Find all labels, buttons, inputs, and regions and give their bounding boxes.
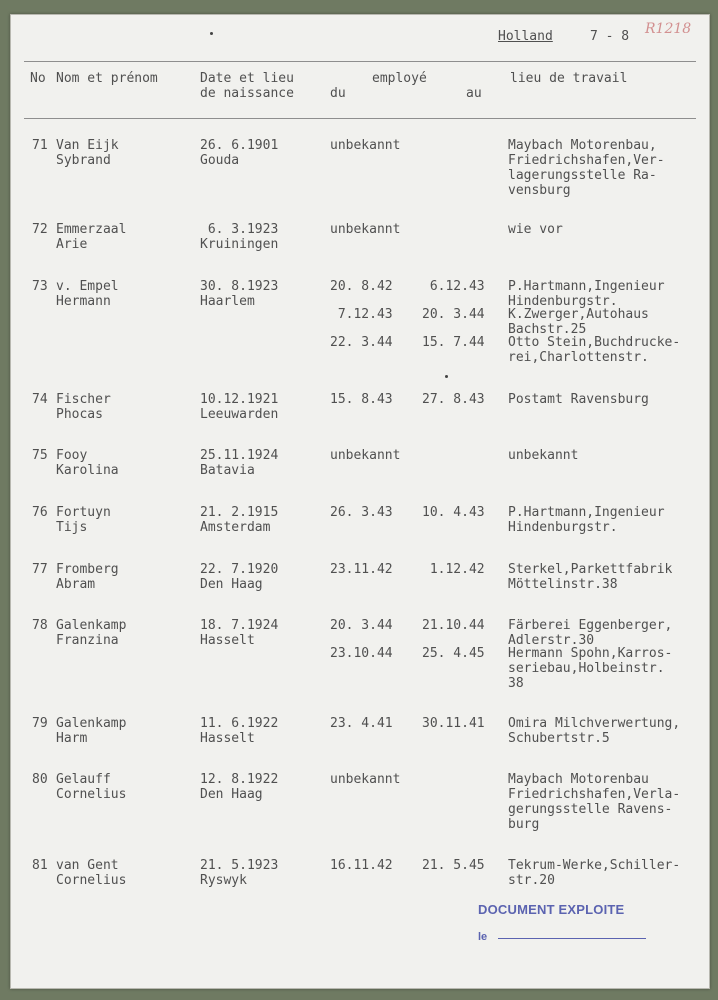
- employed-from: 23.10.44: [330, 646, 393, 661]
- period-workplace: K.Zwerger,Autohaus Bachstr.25: [508, 307, 649, 337]
- person-name: Emmerzaal Arie: [56, 222, 127, 252]
- period-workplace: P.Hartmann,Ingenieur Hindenburgstr.: [508, 279, 665, 309]
- period-workplace: Sterkel,Parkettfabrik Möttelinstr.38: [508, 562, 673, 592]
- employment-note: unbekannt: [330, 222, 401, 237]
- employed-until: 21. 5.45: [422, 858, 485, 873]
- row-number: 81: [32, 858, 48, 873]
- employed-until: 20. 3.44: [422, 307, 485, 322]
- birth-date-place: 10.12.1921 Leeuwarden: [200, 392, 279, 422]
- employment-note: unbekannt: [330, 448, 401, 463]
- employed-until: 15. 7.44: [422, 335, 485, 350]
- birth-date-place: 22. 7.1920 Den Haag: [200, 562, 279, 592]
- column-header-name: Nom et prénom: [56, 71, 158, 86]
- workplace: Maybach Motorenbau, Friedrichshafen,Ver- lagerungsstelle Ra- vensburg: [508, 138, 665, 198]
- employed-until: 10. 4.43: [422, 505, 485, 520]
- period-workplace: Färberei Eggenberger, Adlerstr.30: [508, 618, 673, 648]
- employed-from: 23. 4.41: [330, 716, 393, 731]
- period-workplace: Postamt Ravensburg: [508, 392, 649, 407]
- entries-table: [10, 14, 710, 989]
- person-name: Fortuyn Tijs: [56, 505, 111, 535]
- column-header-employed: employé: [372, 71, 427, 86]
- birth-date-place: 6. 3.1923 Kruiningen: [200, 222, 279, 252]
- column-header-birth: Date et lieu de naissance: [200, 71, 294, 101]
- employed-until: 6.12.43: [422, 279, 485, 294]
- column-header-workplace: lieu de travail: [510, 71, 628, 86]
- workplace: Maybach Motorenbau Friedrichshafen,Verla- gerungsstelle Ravens- burg: [508, 772, 681, 832]
- stamp-signature-line: [498, 938, 646, 939]
- employment-note: unbekannt: [330, 138, 401, 153]
- row-number: 71: [32, 138, 48, 153]
- column-header-no: No: [30, 71, 46, 86]
- employed-until: 27. 8.43: [422, 392, 485, 407]
- employed-from: 16.11.42: [330, 858, 393, 873]
- birth-date-place: 30. 8.1923 Haarlem: [200, 279, 279, 309]
- birth-date-place: 11. 6.1922 Hasselt: [200, 716, 279, 746]
- period-workplace: Hermann Spohn,Karros- seriebau,Holbeinstr. 38: [508, 646, 673, 691]
- document-exploite-stamp: DOCUMENT EXPLOITE: [478, 902, 625, 917]
- employed-from: 22. 3.44: [330, 335, 393, 350]
- employed-until: 1.12.42: [422, 562, 485, 577]
- employed-from: 26. 3.43: [330, 505, 393, 520]
- document-page: [10, 14, 710, 989]
- person-name: v. Empel Hermann: [56, 279, 119, 309]
- employed-until: 25. 4.45: [422, 646, 485, 661]
- period-workplace: Omira Milchverwertung, Schubertstr.5: [508, 716, 681, 746]
- birth-date-place: 26. 6.1901 Gouda: [200, 138, 279, 168]
- employed-from: 7.12.43: [330, 307, 393, 322]
- row-number: 74: [32, 392, 48, 407]
- birth-date-place: 21. 2.1915 Amsterdam: [200, 505, 279, 535]
- column-header-du: du: [330, 86, 346, 101]
- birth-date-place: 21. 5.1923 Ryswyk: [200, 858, 279, 888]
- birth-date-place: 18. 7.1924 Hasselt: [200, 618, 279, 648]
- person-name: Van Eijk Sybrand: [56, 138, 119, 168]
- workplace: unbekannt: [508, 448, 579, 463]
- period-workplace: Tekrum-Werke,Schiller- str.20: [508, 858, 681, 888]
- employed-until: 30.11.41: [422, 716, 485, 731]
- employment-note: unbekannt: [330, 772, 401, 787]
- sheet-number: 7 - 8: [590, 29, 630, 44]
- person-name: van Gent Cornelius: [56, 858, 127, 888]
- workplace: wie vor: [508, 222, 563, 237]
- stamp-mark: le: [478, 931, 488, 943]
- row-number: 75: [32, 448, 48, 463]
- person-name: Gelauff Cornelius: [56, 772, 127, 802]
- period-workplace: P.Hartmann,Ingenieur Hindenburgstr.: [508, 505, 665, 535]
- row-number: 77: [32, 562, 48, 577]
- row-number: 76: [32, 505, 48, 520]
- person-name: Galenkamp Harm: [56, 716, 127, 746]
- employed-until: 21.10.44: [422, 618, 485, 633]
- birth-date-place: 25.11.1924 Batavia: [200, 448, 279, 478]
- row-number: 73: [32, 279, 48, 294]
- person-name: Fooy Karolina: [56, 448, 119, 478]
- employed-from: 20. 8.42: [330, 279, 393, 294]
- column-header-au: au: [466, 86, 482, 101]
- employed-from: 23.11.42: [330, 562, 393, 577]
- row-number: 79: [32, 716, 48, 731]
- person-name: Fromberg Abram: [56, 562, 119, 592]
- country-label: Holland: [498, 29, 553, 44]
- birth-date-place: 12. 8.1922 Den Haag: [200, 772, 279, 802]
- handwritten-reference: R1218: [645, 21, 692, 37]
- person-name: Fischer Phocas: [56, 392, 111, 422]
- employed-from: 20. 3.44: [330, 618, 393, 633]
- row-number: 78: [32, 618, 48, 633]
- employed-from: 15. 8.43: [330, 392, 393, 407]
- person-name: Galenkamp Franzina: [56, 618, 127, 648]
- row-number: 72: [32, 222, 48, 237]
- row-number: 80: [32, 772, 48, 787]
- period-workplace: Otto Stein,Buchdrucke- rei,Charlottenstr.: [508, 335, 681, 365]
